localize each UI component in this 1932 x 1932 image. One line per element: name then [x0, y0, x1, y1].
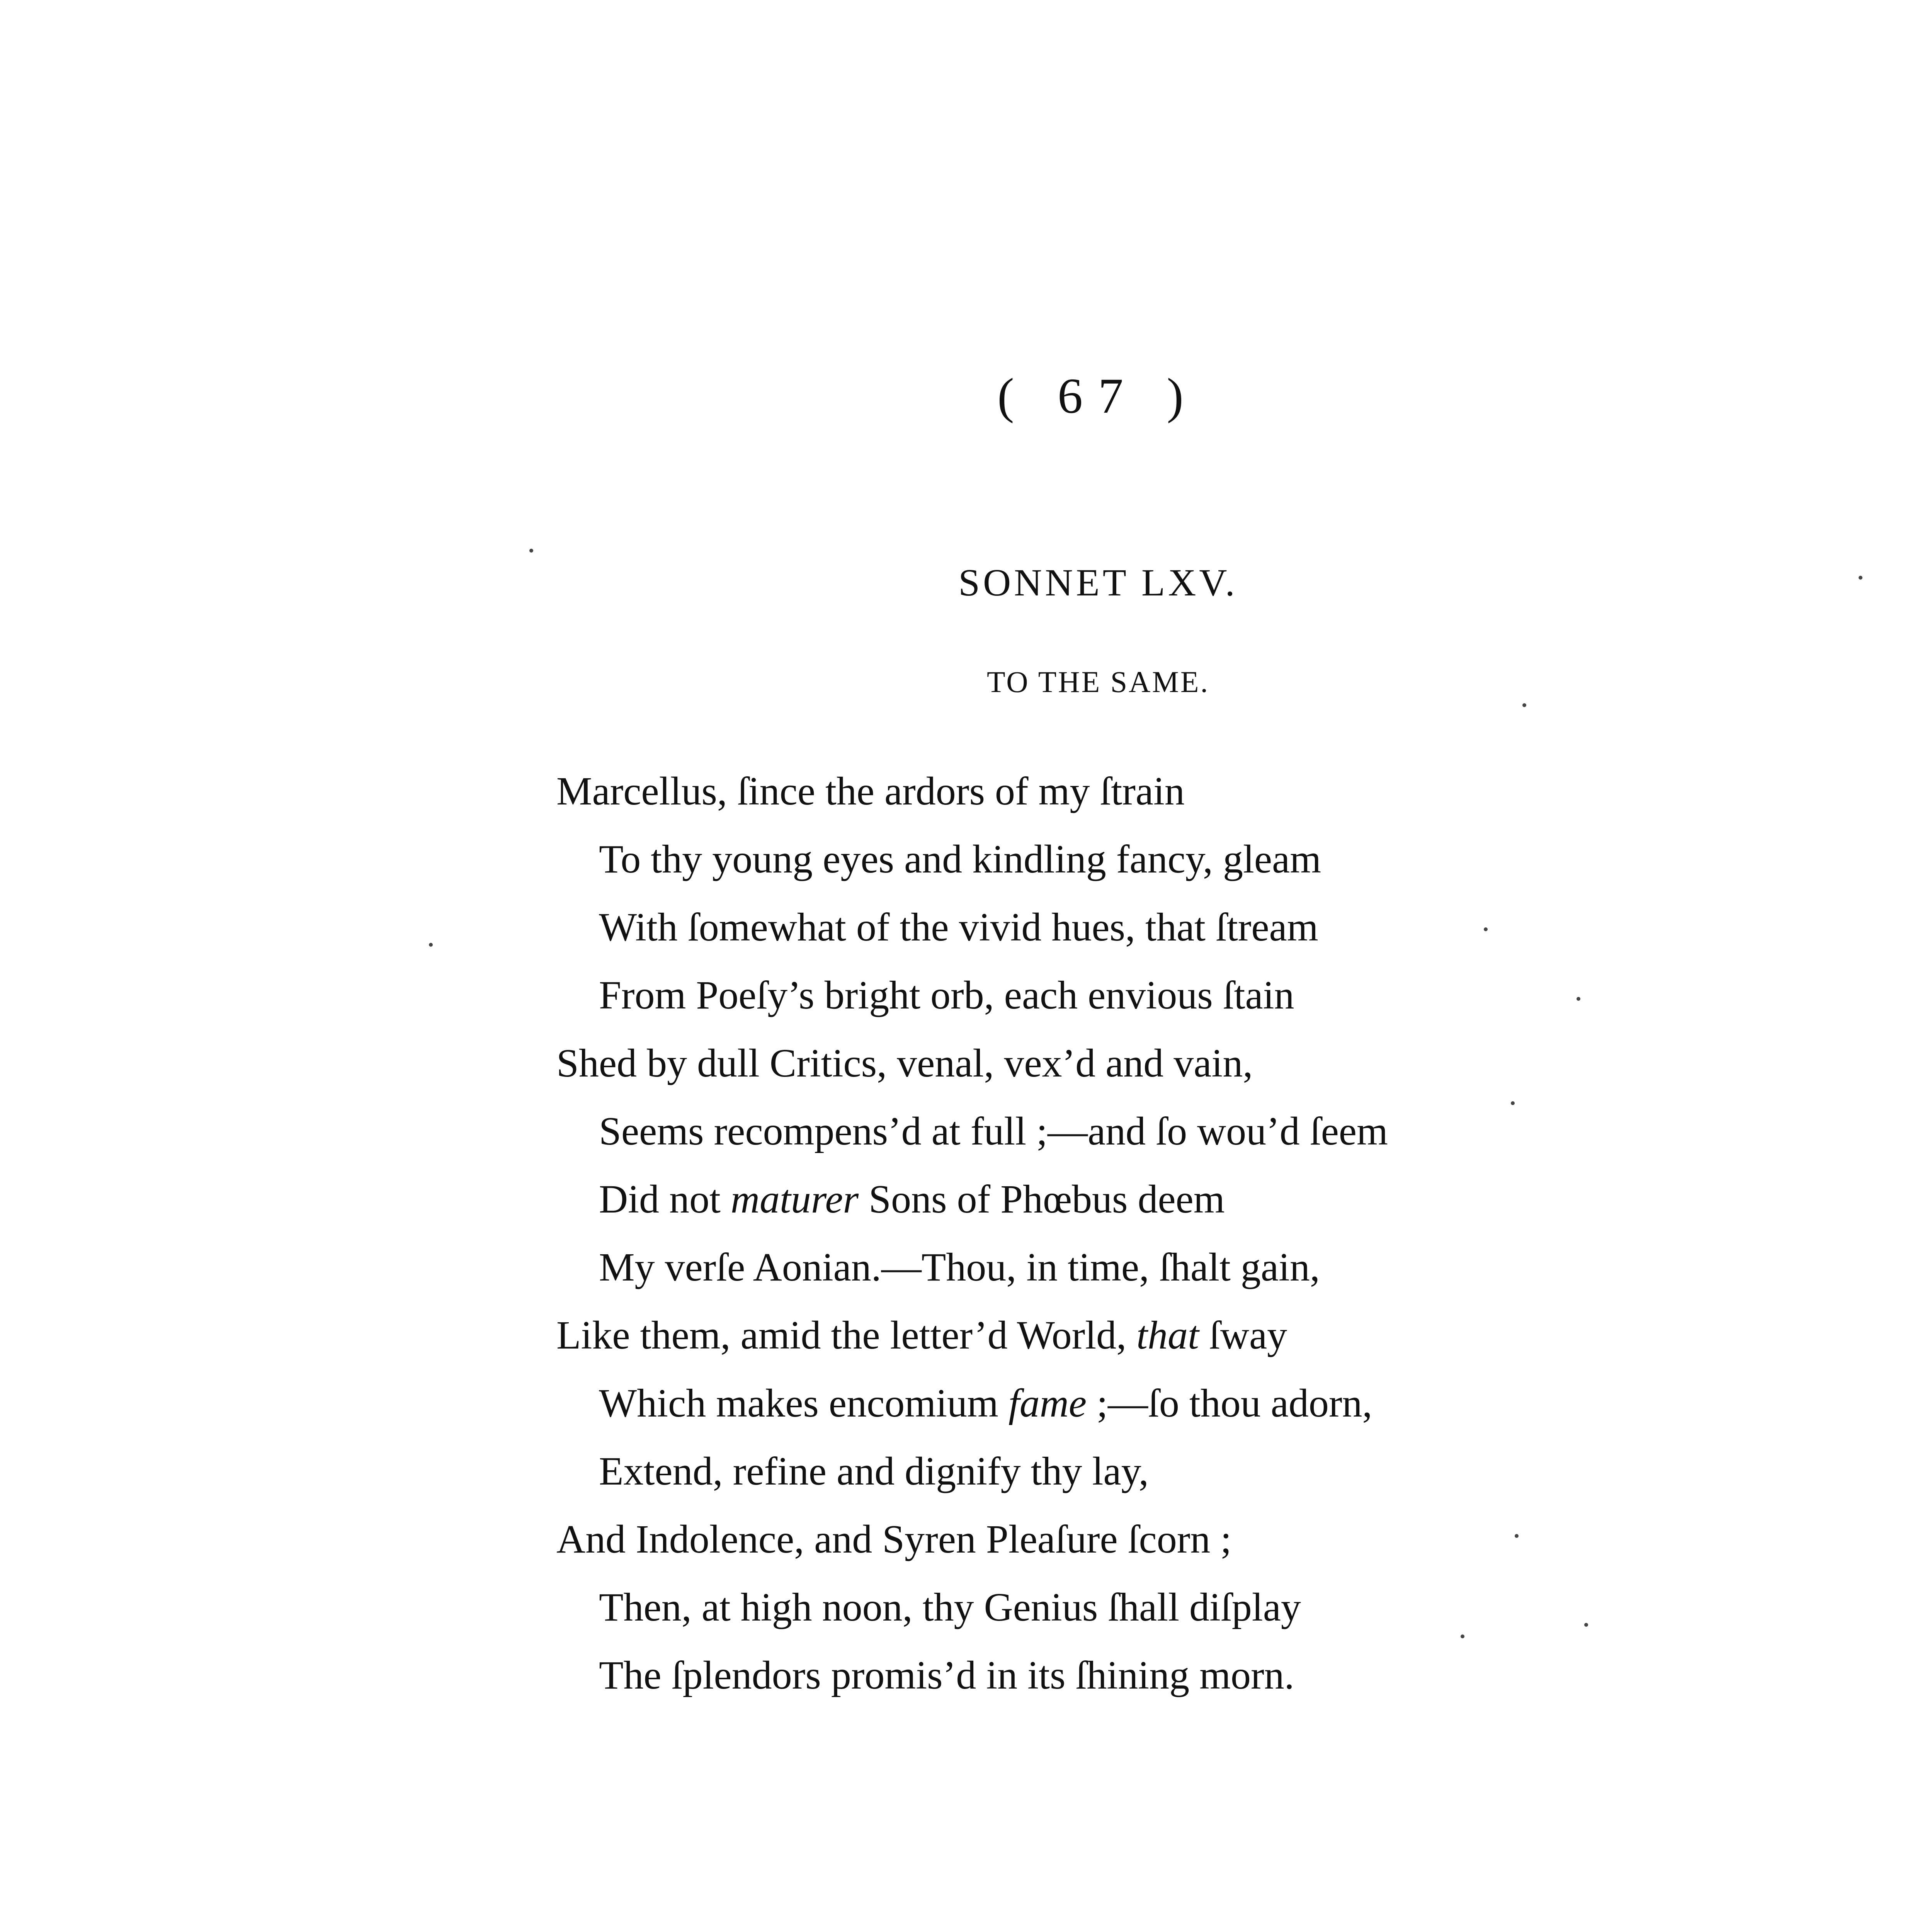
scan-speck [1515, 1534, 1519, 1538]
page-number: ( 67 ) [997, 368, 1199, 424]
scan-speck [1511, 1101, 1515, 1105]
poem-line-3: With ſomewhat of the vivid hues, that ſtream [599, 905, 1318, 949]
poem-line-4: From Poeſy’s bright orb, each envious ſtain [599, 973, 1294, 1017]
poem-line-9: Like them, amid the letter’d World, that ſway [556, 1313, 1287, 1357]
poem-line-10: Which makes encomium fame ;—ſo thou adorn, [599, 1381, 1372, 1425]
scan-speck [1522, 703, 1526, 707]
scan-speck [529, 549, 533, 553]
sonnet-subtitle: TO THE SAME. [987, 665, 1209, 699]
poem-line-7: Did not maturer Sons of Phœbus deem [599, 1177, 1225, 1221]
scan-speck [1584, 1623, 1588, 1627]
poem-line-2: To thy young eyes and kindling fancy, gleam [599, 837, 1321, 881]
poem-line-12: And Indolence, and Syren Pleaſure ſcorn ; [556, 1517, 1232, 1561]
scan-speck [1461, 1634, 1464, 1638]
poem-line-14: The ſplendors promis’d in its ſhining morn. [599, 1653, 1294, 1697]
poem-line-13: Then, at high noon, thy Genius ſhall diſplay [599, 1585, 1301, 1629]
poem-line-8: My verſe Aonian.—Thou, in time, ſhalt gain, [599, 1245, 1320, 1289]
sonnet-title: SONNET LXV. [958, 561, 1238, 604]
scan-speck [429, 943, 433, 947]
scan-speck [1577, 997, 1580, 1001]
poem-line-11: Extend, refine and dignify thy lay, [599, 1449, 1149, 1493]
poem-line-6: Seems recompens’d at full ;—and ſo wou’d ſeem [599, 1109, 1388, 1153]
scan-speck [1484, 927, 1488, 931]
poem-line-5: Shed by dull Critics, venal, vex’d and vain, [556, 1041, 1253, 1085]
scan-speck [1859, 576, 1862, 580]
poem-line-1: Marcellus, ſince the ardors of my ſtrain [556, 769, 1185, 813]
poem-body [556, 757, 1716, 1709]
